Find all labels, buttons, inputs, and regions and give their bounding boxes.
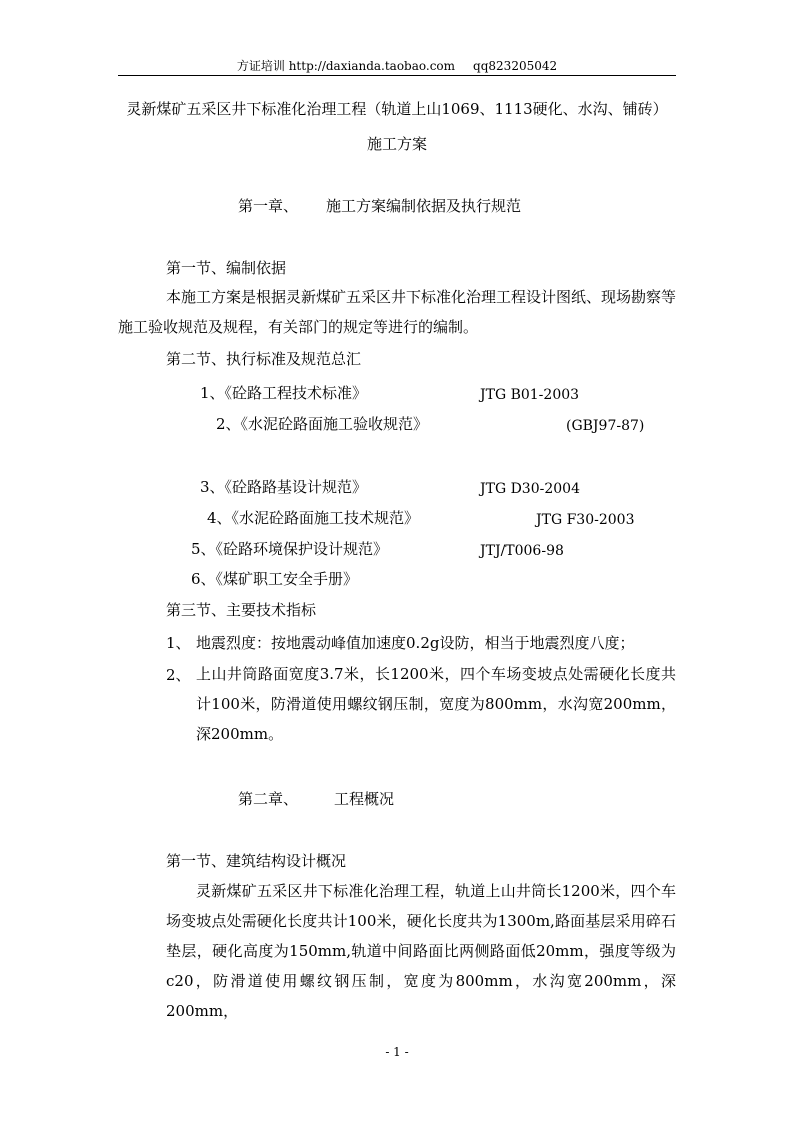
standard-item-1: 1、《砼路工程技术标准》: [200, 384, 368, 402]
section1-heading: 第一节、编制依据: [166, 259, 287, 277]
section1-body: 本施工方案是根据灵新煤矿五采区井下标准化治理工程设计图纸、现场勘察等施工验收规范及规程，有关部门的规定等进行的编制。: [118, 288, 677, 336]
chapter1-title: 施工方案编制依据及执行规范: [326, 197, 522, 215]
header-site: 方证培训 http://daxianda.taobao.com: [236, 59, 456, 73]
standard-item-5: 5、《砼路环境保护设计规范》: [191, 540, 389, 558]
section2-heading: 第二节、执行标准及规范总汇: [166, 350, 362, 368]
indicator-number-1: 1、: [166, 634, 191, 652]
standard-code-2: (GBJ97-87): [566, 418, 645, 434]
chapter2-number: 第二章、: [238, 790, 299, 808]
section4-heading: 第一节、建筑结构设计概况: [166, 852, 347, 870]
indicator-text-1: 地震烈度：按地震动峰值加速度0.2g设防，相当于地震烈度八度；: [196, 634, 635, 652]
standard-code-5: JTJ/T006-98: [480, 543, 564, 559]
section3-heading: 第三节、主要技术指标: [166, 601, 317, 619]
standard-item-4: 4、《水泥砼路面施工技术规范》: [207, 509, 420, 527]
indicator-number-2: 2、: [166, 666, 191, 684]
standard-code-4: JTG F30-2003: [536, 512, 635, 528]
indicator-text-2: 上山井筒路面宽度3.7米，长1200米，四个车场变坡点处需硬化长度共计100米，防滑道使用螺纹钢压制，宽度为800mm，水沟宽200mm，深200mm。: [196, 665, 676, 743]
standard-item-6: 6、《煤矿职工安全手册》: [191, 570, 359, 588]
section4-body: 灵新煤矿五采区井下标准化治理工程，轨道上山井筒长1200米，四个车场变坡点处需硬化长度共计100米，硬化长度共为1300m,路面基层采用碎石垫层，硬化高度为150mm,轨道中间路面比两侧路面低20mm，强度等级为c20，防滑道使用螺纹钢压制，宽度为800mm，水沟宽200mm，深200mm，: [166, 882, 676, 1020]
document-title: 灵新煤矿五采区井下标准化治理工程（轨道上山1069、1113硬化、水沟、铺砖）: [126, 100, 668, 118]
chapter1-number: 第一章、: [238, 197, 299, 215]
standard-code-1: JTG B01-2003: [480, 387, 580, 403]
page-header: [118, 57, 676, 76]
page-number: - 1 -: [385, 1045, 409, 1059]
chapter2-title: 工程概况: [334, 790, 395, 808]
standard-item-2: 2、《水泥砼路面施工验收规范》: [216, 415, 429, 433]
header-qq: qq823205042: [473, 59, 558, 73]
standard-code-3: JTG D30-2004: [480, 481, 580, 497]
standard-item-3: 3、《砼路路基设计规范》: [200, 478, 368, 496]
document-subtitle: 施工方案: [366, 135, 427, 153]
